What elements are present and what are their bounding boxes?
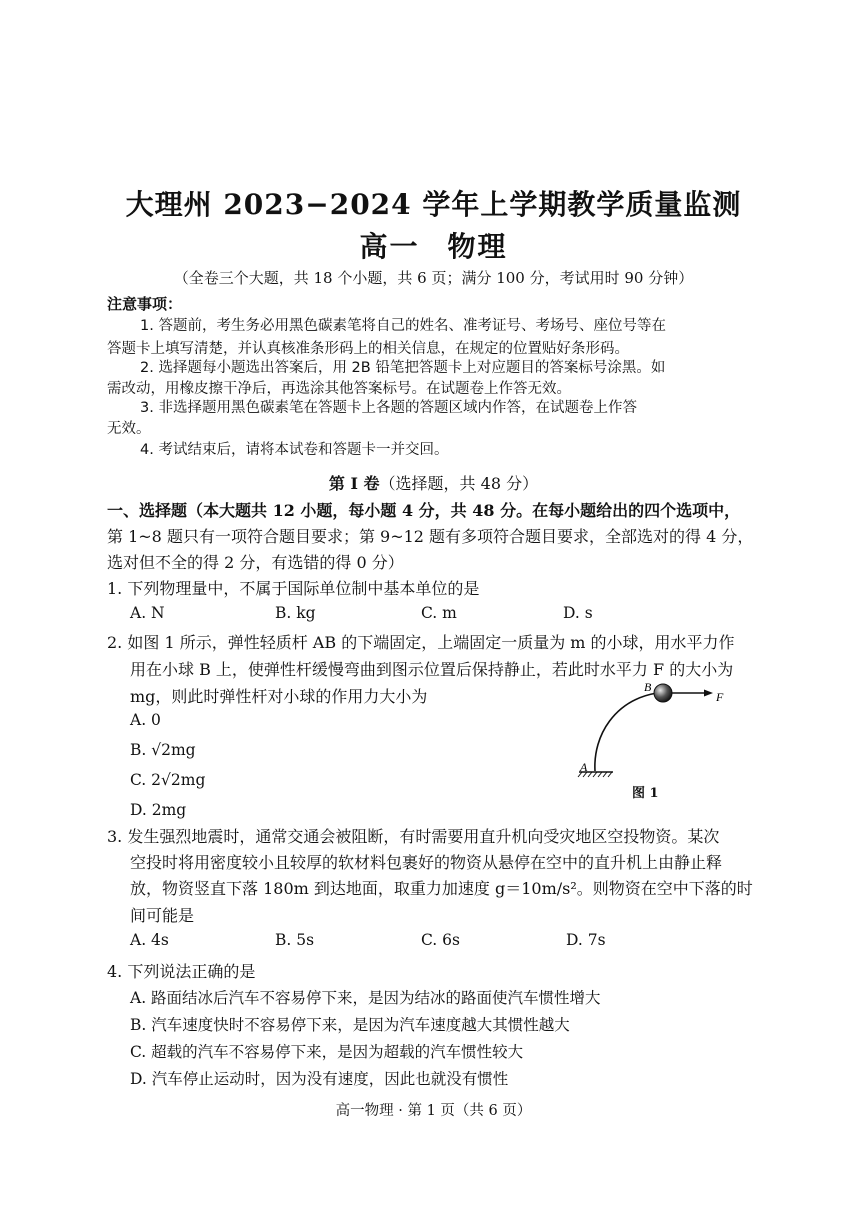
- question-1-option-d: D. s: [563, 604, 593, 622]
- label-f: F: [716, 690, 724, 704]
- question-1-option-c: C. m: [421, 604, 457, 622]
- question-4-stem: 4. 下列说法正确的是: [107, 962, 256, 981]
- notice-line: 1. 答题前，考生务必用黑色碳素笔将自己的姓名、准考证号、考场号、座位号等在: [140, 318, 666, 334]
- notice-line: 答题卡上填写清楚，并认真核准条形码上的相关信息，在规定的位置贴好条形码。: [107, 341, 629, 357]
- question-2-option-b: B. √2mg: [130, 741, 196, 759]
- notice-line: 3. 非选择题用黑色碳素笔在答题卡上各题的答题区域内作答，在试题卷上作答: [140, 400, 637, 416]
- label-a: A: [580, 760, 588, 774]
- part-instructions-line: 一、选择题（本大题共 12 小题，每小题 4 分，共 48 分。在每小题给出的四个选项中，: [107, 501, 741, 520]
- page-footer: 高一物理 · 第 1 页（共 6 页）: [335, 1103, 532, 1119]
- ball: [654, 684, 672, 702]
- question-2-option-a: A. 0: [130, 711, 161, 729]
- figure-1-caption: 图 1: [632, 786, 659, 801]
- force-arrowhead: [704, 690, 713, 697]
- notice-heading: 注意事项：: [107, 295, 183, 313]
- question-1-option-b: B. kg: [275, 604, 316, 622]
- question-3-stem-line: 放，物资竖直下落 180m 到达地面，取重力加速度 g＝10m/s²。则物资在空中下落的时: [130, 879, 753, 898]
- question-3-option-d: D. 7s: [566, 931, 606, 949]
- exam-meta: （全卷三个大题，共 18 个小题，共 6 页；满分 100 分，考试用时 90 分钟）: [173, 269, 694, 287]
- part-instructions-line: 选对但不全的得 2 分，有选错的得 0 分）: [107, 553, 404, 572]
- section-title: 第 I 卷: [328, 474, 380, 493]
- question-3-option-b: B. 5s: [275, 931, 315, 949]
- question-3-stem-line: 空投时将用密度较小且较厚的软材料包裹好的物资从悬停在空中的直升机上由静止释: [130, 853, 723, 872]
- question-4-option-a: A. 路面结冰后汽车不容易停下来，是因为结冰的路面使汽车惯性增大: [130, 989, 601, 1007]
- question-1-stem: 1. 下列物理量中，不属于国际单位制中基本单位的是: [107, 579, 480, 598]
- page-subtitle: [0, 225, 867, 265]
- question-3-option-c: C. 6s: [421, 931, 460, 949]
- question-2-stem-line: 2. 如图 1 所示，弹性轻质杆 AB 的下端固定，上端固定一质量为 m 的小球，用水平力作: [107, 633, 735, 652]
- question-2-option-d: D. 2mg: [130, 801, 187, 819]
- question-2-stem-line: mg，则此时弹性杆对小球的作用力大小为: [130, 687, 428, 706]
- question-4-option-d: D. 汽车停止运动时，因为没有速度，因此也就没有惯性: [130, 1070, 509, 1088]
- notice-line: 需改动，用橡皮擦干净后，再选涂其他答案标号。在试题卷上作答无效。: [107, 381, 571, 397]
- section-note: （选择题，共 48 分）: [379, 474, 539, 493]
- question-3-stem-line: 间可能是: [130, 906, 195, 925]
- subtitle-subject: 物理: [447, 230, 508, 263]
- page-title: 大理州 2023−2024 学年上学期教学质量监测: [125, 188, 742, 221]
- question-3-stem-line: 3. 发生强烈地震时，通常交通会被阻断，有时需要用直升机向受灾地区空投物资。某次: [107, 827, 720, 846]
- question-2-stem-line: 用在小球 B 上，使弹性杆缓慢弯曲到图示位置后保持静止，若此时水平力 F 的大小为: [130, 660, 734, 679]
- notice-line: 无效。: [107, 421, 151, 437]
- question-3-option-a: A. 4s: [130, 931, 169, 949]
- question-1-option-a: A. N: [130, 604, 165, 622]
- label-b: B: [644, 680, 652, 694]
- question-4-option-c: C. 超载的汽车不容易停下来，是因为超载的汽车惯性较大: [130, 1043, 524, 1061]
- notice-line: 4. 考试结束后，请将本试卷和答题卡一并交回。: [140, 442, 449, 458]
- subtitle-grade: 高一: [359, 230, 420, 263]
- notice-line: 2. 选择题每小题选出答案后，用 2B 铅笔把答题卡上对应题目的答案标号涂黑。如: [140, 360, 666, 376]
- section-heading: [0, 471, 867, 494]
- question-2-option-c: C. 2√2mg: [130, 771, 206, 789]
- elastic-rod: [595, 693, 657, 771]
- part-instructions-line: 第 1~8 题只有一项符合题目要求；第 9~12 题有多项符合题目要求，全部选对的得 4 分，: [107, 527, 754, 546]
- question-4-option-b: B. 汽车速度快时不容易停下来，是因为汽车速度越大其惯性越大: [130, 1016, 570, 1034]
